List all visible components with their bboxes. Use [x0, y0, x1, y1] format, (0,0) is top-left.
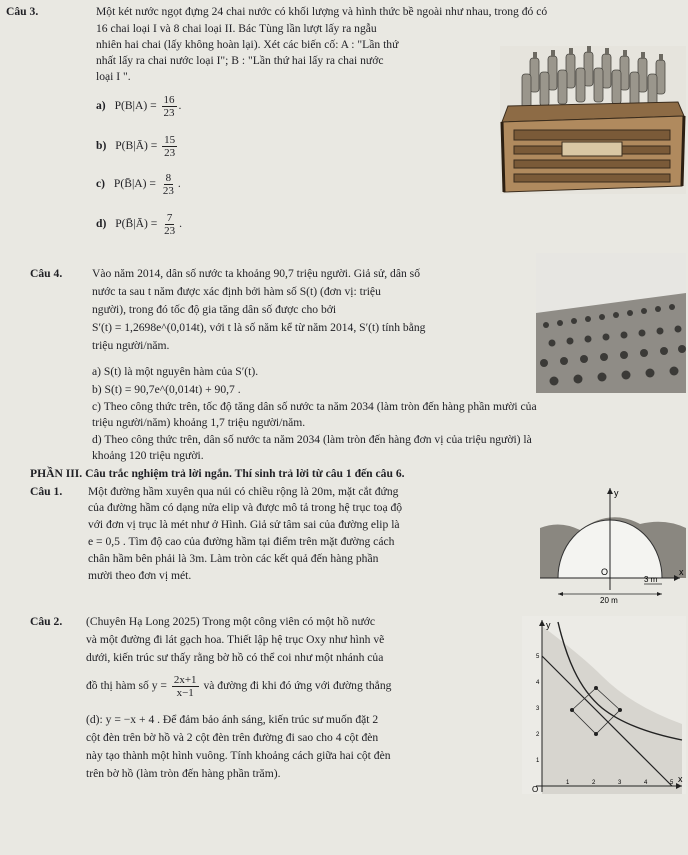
tunnel-y-label: y [614, 488, 619, 498]
p3-q1-line-2: của đường hầm có dạng nửa elip và được mô tả trong hệ trục toạ độ [88, 501, 403, 514]
p3-q2-line-6: cột đèn trên bờ hồ và 2 cột đèn trên đường đi sao cho 4 cột đèn [86, 731, 379, 744]
graph-ytick-4: 4 [536, 680, 540, 686]
q4-line-2: nước ta sau t năm được xác định bởi hàm số S(t) (đơn vị: triệu [92, 285, 381, 298]
q3-line-3: nhiên hai chai (lấy không hoàn lại). Xét các biến cố: A : "Lần thứ [96, 38, 399, 51]
graph-ytick-5: 5 [536, 654, 540, 660]
q3-option-d: d) P(B̄|Ā) = $\frac{7}{23}$ . [96, 212, 183, 237]
p3-q2-line-5: (d): y = −x + 4 . Để đảm bảo ánh sáng, kiến trúc sư muốn đặt 2 [86, 713, 379, 726]
tunnel-origin-label: O [601, 567, 609, 577]
graph-ytick-3: 3 [536, 706, 540, 712]
p3-q2-line-7: này tạo thành một hình vuông. Tính khoảng cách giữa hai cột đèn [86, 749, 391, 762]
p3-q1-line-6: mười theo đơn vị mét. [88, 569, 192, 582]
crowd-photo [536, 253, 686, 393]
graph-ytick-1: 1 [536, 758, 540, 764]
tunnel-x-label: x [679, 567, 684, 577]
q4-label: Câu 4. [30, 267, 63, 280]
q4-item-b: b) S(t) = 90,7e^(0,014t) + 90,7 . [92, 383, 241, 396]
q3-line-2: 16 chai loại I và 8 chai loại II. Bác Tùng lần lượt lấy ra ngẫu [96, 22, 377, 35]
p3-q2-line-4: đồ thị hàm số y = $\frac{2x+1}{x-1}$ và đường đi khi đó ứng với đường thẳng [86, 674, 392, 699]
tunnel-3m-label: 3 m [644, 575, 658, 584]
q3-line-1: Một két nước ngọt đựng 24 chai nước có khối lượng và hình thức bề ngoài như nhau, trong đó có [96, 5, 548, 18]
graph-origin-label: O [532, 785, 539, 794]
q4-item-c-cont: triệu người/năm) khoảng 1,7 triệu người/năm. [92, 416, 306, 429]
p3-q1-line-4: e = 0,5 . Tìm độ cao của đường hầm tại điểm trên mặt đường cách [88, 535, 395, 548]
p3-q1-label: Câu 1. [30, 485, 63, 498]
graph-x-label: x [678, 774, 683, 784]
p3-q2-line-3: dưới, kiến trúc sư thấy rằng bờ hồ có thể coi như một nhánh của [86, 651, 384, 664]
p3-q1-line-5: chân hầm bên phải là 3m. Làm tròn các kết quả đến hàng phần [88, 552, 379, 565]
graph-xtick-2: 2 [592, 780, 596, 786]
q4-item-c: c) Theo công thức trên, tốc độ tăng dân số nước ta năm 2034 (làm tròn đến hàng phần mười của [92, 400, 537, 413]
q4-line-1: Vào năm 2014, dân số nước ta khoảng 90,7 triệu người. Giả sử, dân số [92, 267, 420, 280]
q4-item-d-cont: khoảng 120 triệu người. [92, 449, 204, 462]
bottle-crate-illustration [500, 46, 686, 194]
graph-xtick-3: 3 [618, 780, 622, 786]
p3-q1-line-3: với đơn vị trục là mét như ở Hình. Giả sử tâm sai của đường elip là [88, 518, 400, 531]
tunnel-20m-label: 20 m [600, 596, 618, 604]
part3-heading: PHẦN III. Câu trắc nghiệm trả lời ngắn. Thí sinh trả lời từ câu 1 đến câu 6. [30, 467, 405, 480]
p3-q1-line-1: Một đường hầm xuyên qua núi có chiều rộng là 20m, mặt cắt đứng [88, 485, 399, 498]
q3-option-c: c) P(B̄|A) = $\frac{8}{23}$ . [96, 172, 181, 197]
q3-line-4: nhất lấy ra chai nước loại I"; B : "Lần thứ hai lấy ra chai nước [96, 54, 384, 67]
p3-q2-line-1: (Chuyên Hạ Long 2025) Trong một công viên có một hồ nước [86, 615, 376, 628]
graph-y-label: y [546, 620, 551, 630]
graph-ytick-2: 2 [536, 732, 540, 738]
q3-label: Câu 3. [6, 5, 39, 18]
q3-line-5: loại I ". [96, 70, 131, 83]
graph-xtick-1: 1 [566, 780, 570, 786]
q3-option-a: a) P(B|A) = $\frac{16}{23}$ . [96, 94, 182, 119]
p3-q2-line-2: và một đường đi lát gạch hoa. Thiết lập hệ trục Oxy như hình vẽ [86, 633, 385, 646]
q4-item-d: d) Theo công thức trên, dân số nước ta năm 2034 (làm tròn đến hàng đơn vị của triệu người) là [92, 433, 532, 446]
q4-line-4: S′(t) = 1,2698e^(0,014t), với t là số năm kể từ năm 2014, S′(t) tính bằng [92, 321, 426, 334]
graph-xtick-5: 5 [670, 780, 674, 786]
q4-item-a: a) S(t) là một nguyên hàm của S′(t). [92, 365, 259, 378]
p3-q2-line-8: trên bờ hồ (làm tròn đến hàng phần trăm). [86, 767, 281, 780]
q4-line-5: triệu người/năm. [92, 339, 170, 352]
q3-option-b: b) P(B|Ā) = $\frac{15}{23}$ [96, 134, 176, 159]
tunnel-diagram [540, 478, 686, 604]
lake-path-graph [522, 616, 686, 794]
graph-xtick-4: 4 [644, 780, 648, 786]
p3-q2-label: Câu 2. [30, 615, 63, 628]
q4-line-3: người), trong đó tốc độ gia tăng dân số được cho bởi [92, 303, 337, 316]
